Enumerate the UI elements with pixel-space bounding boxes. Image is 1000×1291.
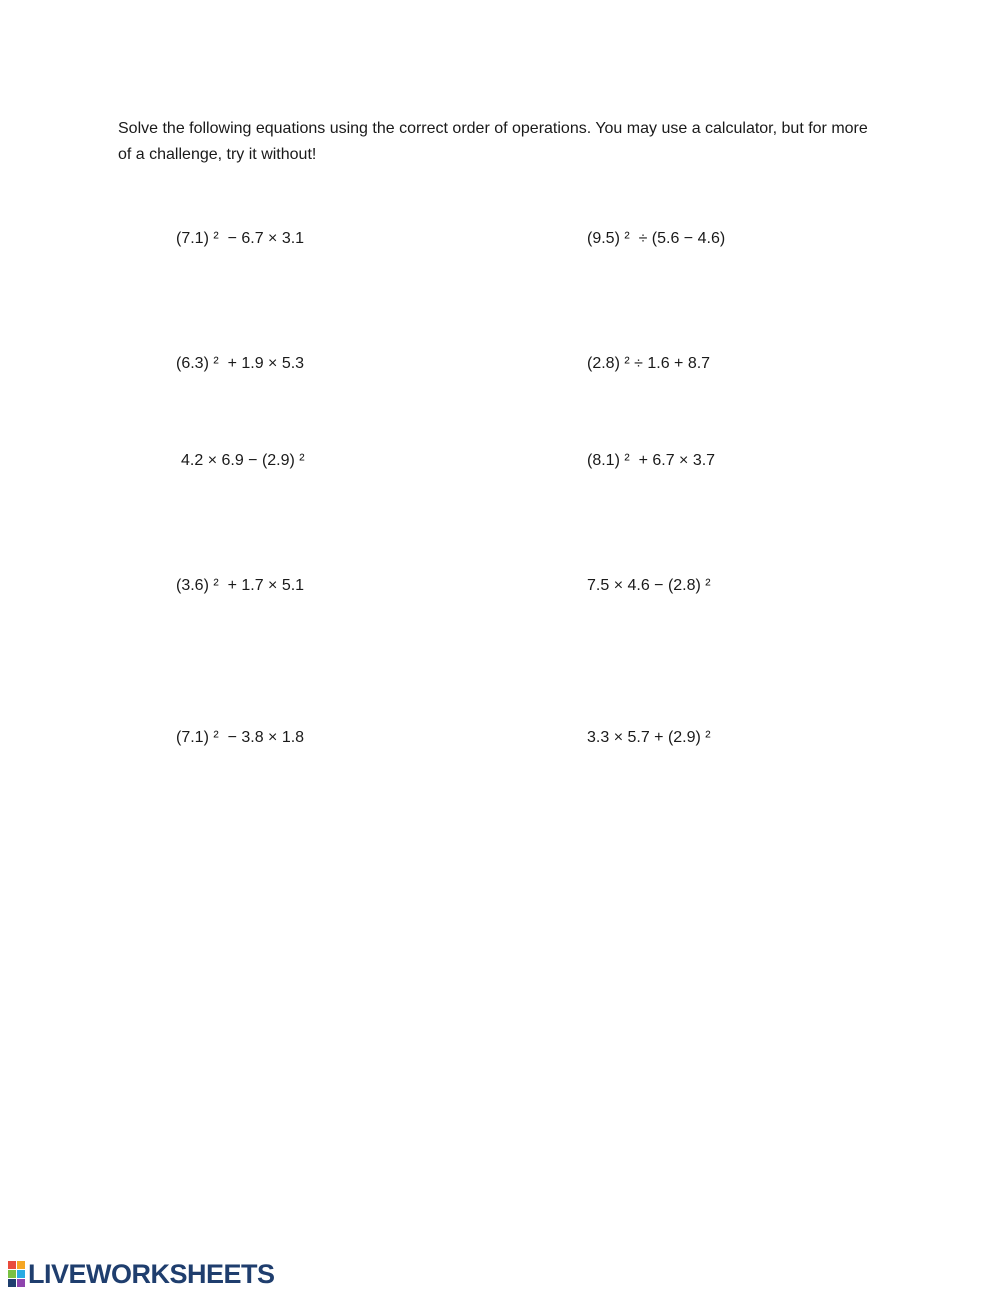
liveworksheets-logo [8, 1260, 275, 1288]
logo-square-icon [8, 1261, 16, 1269]
logo-icon [8, 1261, 25, 1287]
problem-right-1: (9.5) ² ÷ (5.6 − 4.6) [587, 230, 726, 247]
logo-text: LIVEWORKSHEETS [28, 1259, 275, 1289]
problem-left-2: (6.3) ² + 1.9 × 5.3 [176, 355, 305, 372]
problem-right-3: (8.1) ² + 6.7 × 3.7 [587, 452, 716, 469]
logo-square-icon [8, 1279, 16, 1287]
problem-left-4: (3.6) ² + 1.7 × 5.1 [176, 577, 305, 594]
logo-square-icon [17, 1261, 25, 1269]
problem-right-2: (2.8) ² ÷ 1.6 + 8.7 [587, 355, 711, 372]
problem-right-5: 3.3 × 5.7 + (2.9) ² [587, 729, 711, 746]
instructions-text: Solve the following equations using the correct order of operations. You may use a calculator, but for more of a challenge, try it without! [118, 120, 868, 163]
logo-square-icon [17, 1279, 25, 1287]
logo-square-icon [17, 1270, 25, 1278]
logo-square-icon [8, 1270, 16, 1278]
problem-left-1: (7.1) ² − 6.7 × 3.1 [176, 230, 305, 247]
problem-right-4: 7.5 × 4.6 − (2.8) ² [587, 577, 711, 594]
problem-left-3: 4.2 × 6.9 − (2.9) ² [181, 452, 305, 469]
problem-left-5: (7.1) ² − 3.8 × 1.8 [176, 729, 305, 746]
